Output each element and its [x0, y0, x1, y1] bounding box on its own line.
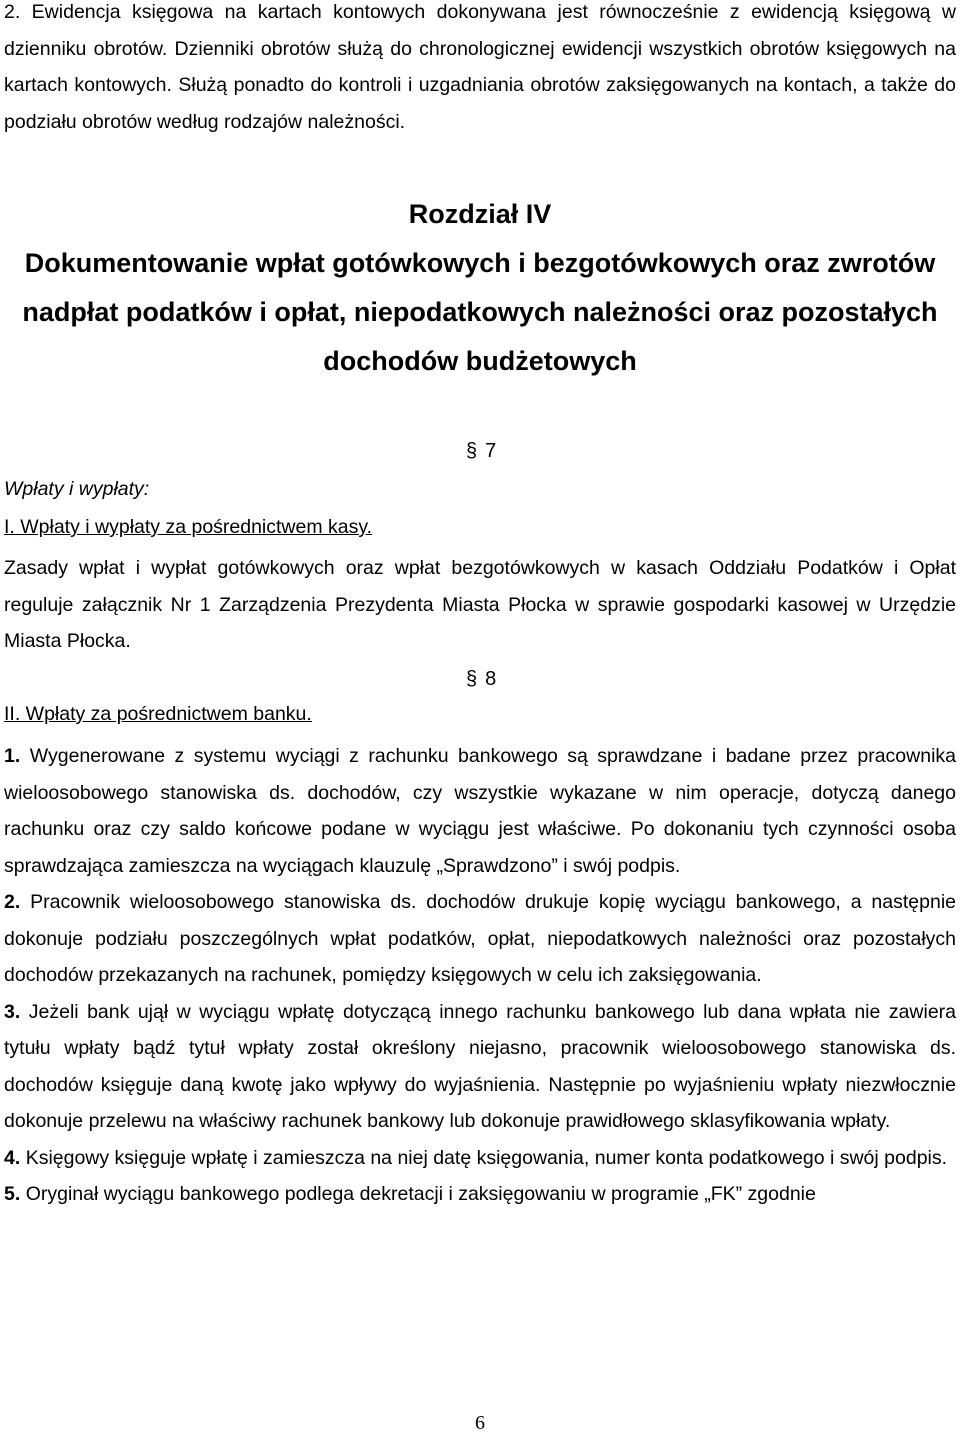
- list-item: [4, 884, 956, 994]
- item-number: 2.: [4, 891, 21, 913]
- intro-paragraph: [4, 0, 956, 140]
- section-number: 7: [485, 440, 497, 462]
- numbered-list: [4, 738, 956, 1213]
- item-number: 1.: [4, 745, 21, 767]
- page-number: 6: [475, 1412, 485, 1434]
- payments-label: Wpłaty i wypłaty:: [4, 478, 150, 500]
- list-item: [4, 738, 956, 884]
- list-item: [4, 1140, 956, 1177]
- chapter-title: Rozdział IV: [408, 199, 552, 229]
- item-text: Oryginał wyciągu bankowego podlega dekretacji i zaksięgowaniu w programie „FK” zgodnie: [25, 1183, 816, 1205]
- section-sign: §: [466, 440, 478, 462]
- intro-text: Ewidencja księgowa na kartach kontowych dokonywana jest równocześnie z ewidencją księgową w dzienniku obrotów. Dzienniki obrotów służą do chronologicznej ewidencji wszystkich obrotów księgowych na kartach kontowych. Służą ponadto do kontroli i uzgadniania obrotów zaksięgowanych na kontach, a także do podziału obrotów według rodzajów należności.: [4, 1, 956, 133]
- subsection-2-title: II. Wpłaty za pośrednictwem banku.: [4, 703, 312, 725]
- item-text: Wygenerowane z systemu wyciągi z rachunku bankowego są sprawdzane i badane przez pracownika wieloosobowego stanowiska ds. dochodów, czy wszystkie wykazane w nim operacje, dotyczą danego rachunku oraz czy saldo końcowe podane w wyciągu jest właściwe. Po dokonaniu tych czynności osoba sprawdzająca zamieszcza na wyciągach klauzulę „Sprawdzono” i swój podpis.: [4, 745, 957, 877]
- section-7-marker: [466, 440, 496, 463]
- item-number: 5.: [4, 1183, 21, 1205]
- list-item: [4, 1176, 956, 1213]
- subsection-1-text: Zasady wpłat i wypłat gotówkowych oraz wpłat bezgotówkowych w kasach Oddziału Podatków i Opłat reguluje załącznik Nr 1 Zarządzenia Prezydenta Miasta Płocka w sprawie gospodarki kasowej w Urzędzie Miasta Płocka.: [4, 557, 956, 652]
- item-text: Jeżeli bank ujął w wyciągu wpłatę dotyczącą innego rachunku bankowego lub dana wpłata nie zawiera tytułu wpłaty bądź tytuł wpłaty został określony niejasno, pracownik wieloosobowego stanowiska ds. dochodów księguje daną kwotę jako wpływy do wyjaśnienia. Następnie po wyjaśnieniu wpłaty niezwłocznie dokonuje przelewu na właściwy rachunek bankowy lub dokonuje prawidłowego sklasyfikowania wpłaty.: [4, 1000, 957, 1132]
- item-text: Pracownik wieloosobowego stanowiska ds. dochodów drukuje kopię wyciągu bankowego, a następnie dokonuje podziału poszczególnych wpłat podatków, opłat, niepodatkowych należności oraz pozostałych dochodów przekazanych na rachunek, pomiędzy księgowych w celu ich zaksięgowania.: [4, 891, 956, 986]
- section-sign: §: [466, 668, 478, 690]
- item-number: 3.: [4, 1000, 21, 1023]
- subsection-1-title: I. Wpłaty i wypłaty za pośrednictwem kasy.: [4, 516, 373, 538]
- section-number: 8: [485, 668, 497, 690]
- list-item: [4, 994, 956, 1140]
- section-8-marker: [466, 668, 496, 691]
- item-text: Księgowy księguje wpłatę i zamieszcza na niej datę księgowania, numer konta podatkowego i swój podpis.: [25, 1146, 948, 1169]
- chapter-subtitle: Dokumentowanie wpłat gotówkowych i bezgotówkowych oraz zwrotów nadpłat podatków i opłat, niepodatkowych należności oraz pozostałych dochodów budżetowych: [22, 248, 938, 376]
- intro-number: 2.: [4, 1, 21, 23]
- chapter-heading: [4, 190, 956, 386]
- item-number: 4.: [4, 1146, 21, 1169]
